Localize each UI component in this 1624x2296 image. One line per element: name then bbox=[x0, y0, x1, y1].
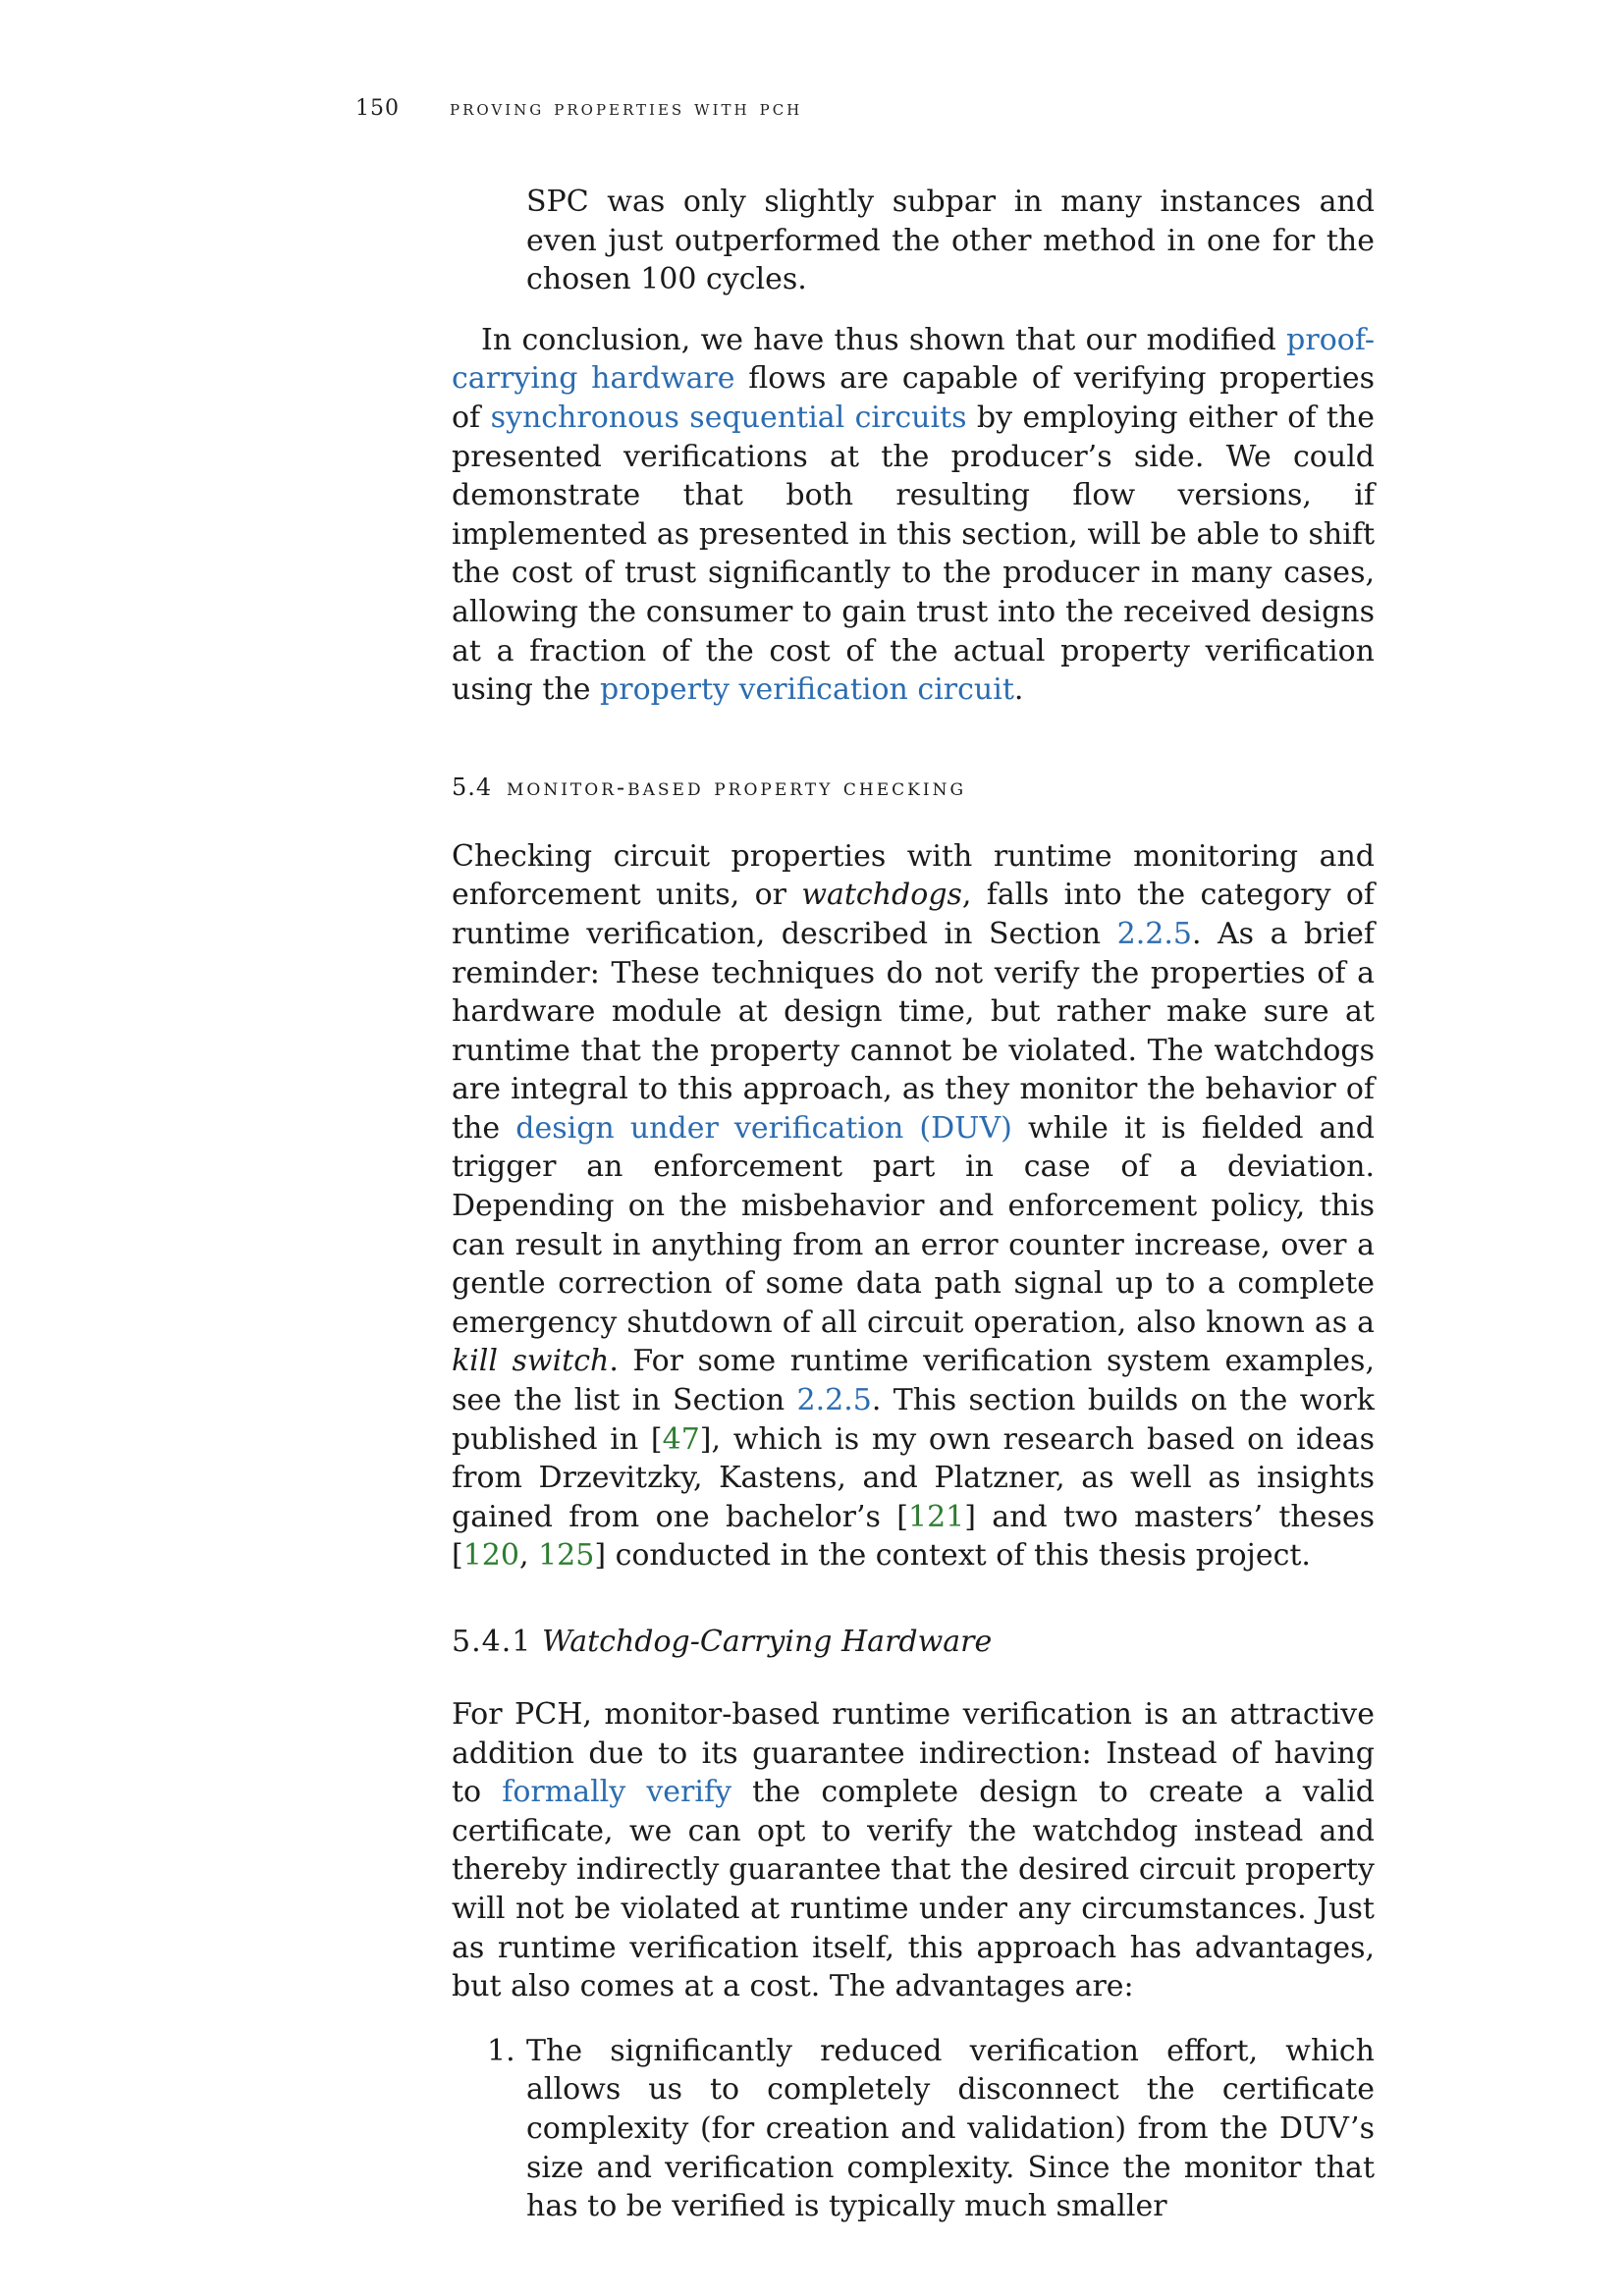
monitor-paragraph bbox=[452, 837, 1375, 1575]
section-ref-2-2-5-second[interactable]: 2.2.5 bbox=[796, 1383, 872, 1418]
list-item-text: The significantly reduced verification effort, which allows us to completely disconnect the certificate complexity (for creation and validation) from the DUV’s size and verification complexity. Since the monitor that has to be verified is typically much smaller bbox=[526, 2033, 1375, 2224]
page-number: 150 bbox=[355, 96, 400, 121]
emphasis-kill-switch: kill switch bbox=[452, 1344, 610, 1379]
link-formally-verify[interactable]: formally verify bbox=[502, 1775, 732, 1810]
link-design-under-verification[interactable]: design under verification (DUV) bbox=[515, 1110, 1012, 1146]
running-head-title: proving properties with pch bbox=[450, 96, 803, 121]
text-run: . This section builds on the work published in [ bbox=[452, 1383, 1375, 1457]
text-run: , bbox=[518, 1538, 539, 1574]
emphasis-watchdogs: watchdogs bbox=[801, 878, 962, 913]
text-run: while it is fielded and trigger an enforcement part in case of a deviation. Depending on the misbehavior and enforcement policy, this can result in anything from an error counter increase, over a gentle correction of some data path signal up to a complete emergency shutdown of all circuit operation, also known as a bbox=[452, 1110, 1375, 1340]
running-head bbox=[355, 96, 802, 121]
link-proof-carrying-hardware[interactable]: proof-carrying hardware bbox=[452, 322, 1375, 397]
text-run: For PCH, monitor-based runtime verification is an attractive addition due to its guarantee indirection: Instead of having to bbox=[452, 1697, 1375, 1810]
text-run: by employing either of the presented verifications at the producer’s side. We could demonstrate that both resulting flow versions, if implemented as presented in this section, will be able to shift the cost of trust significantly to the producer in many cases, allowing the consumer to gain trust into the received designs at a fraction of the cost of the actual property verification using the bbox=[452, 400, 1375, 708]
link-property-verification-circuit[interactable]: property verification circuit bbox=[600, 672, 1014, 708]
citation-125[interactable]: 125 bbox=[538, 1538, 595, 1574]
conclusion-paragraph bbox=[452, 321, 1375, 710]
citation-121[interactable]: 121 bbox=[908, 1499, 965, 1534]
section-number: 5.4 bbox=[452, 773, 493, 801]
text-run: Checking circuit properties with runtime monitoring and enforcement units, or bbox=[452, 838, 1375, 913]
subsection-title: Watchdog-Carrying Hardware bbox=[542, 1625, 993, 1659]
text-run: . For some runtime verification system examples, see the list in Section bbox=[452, 1344, 1375, 1418]
section-title: monitor-based property checking bbox=[507, 773, 967, 801]
list-item bbox=[452, 2032, 1375, 2226]
text-run: flows are capable of verifying properties of bbox=[452, 361, 1376, 435]
section-ref-2-2-5[interactable]: 2.2.5 bbox=[1116, 916, 1192, 951]
citation-47[interactable]: 47 bbox=[662, 1421, 700, 1457]
text-run: the complete design to create a valid certificate, we can opt to verify the watchdog instead and thereby indirectly guarantee that the desired circuit property will not be violated at runtime under any circumstances. Just as runtime verification itself, this approach has advantages, but also comes at a cost. The advantages are: bbox=[452, 1775, 1376, 2004]
text-run: ] and two masters’ theses [ bbox=[452, 1499, 1375, 1574]
text-run: , falls into the category of runtime verification, described in Section bbox=[452, 878, 1376, 951]
text-run: In conclusion, we have thus shown that our modified bbox=[481, 322, 1287, 357]
section-heading bbox=[452, 773, 1375, 802]
text-run: ], which is my own research based on ideas from Drzevitzky, Kastens, and Platzner, as well as insights gained from one bachelor’s [ bbox=[452, 1421, 1375, 1534]
list-marker: 1. bbox=[487, 2033, 515, 2068]
advantages-list bbox=[452, 2032, 1375, 2226]
link-synchronous-sequential-circuits[interactable]: synchronous sequential circuits bbox=[490, 400, 967, 435]
text-run: ] conducted in the context of this thesis project. bbox=[594, 1538, 1311, 1574]
continued-list-item: SPC was only slightly subpar in many instances and even just outperformed the other method in one for the chosen 100 cycles. bbox=[526, 185, 1375, 297]
pch-paragraph bbox=[452, 1695, 1375, 2006]
subsection-heading bbox=[452, 1625, 1375, 1660]
citation-120[interactable]: 120 bbox=[462, 1538, 519, 1574]
main-text bbox=[452, 183, 1375, 2226]
subsection-number: 5.4.1 bbox=[452, 1625, 532, 1659]
text-run: . bbox=[1013, 672, 1024, 708]
text-run: . As a brief reminder: These techniques do not verify the properties of a hardware module at design time, but rather make sure at runtime that the property cannot be violated. The watchdogs are integral to this approach, as they monitor the behavior of the bbox=[452, 916, 1375, 1146]
